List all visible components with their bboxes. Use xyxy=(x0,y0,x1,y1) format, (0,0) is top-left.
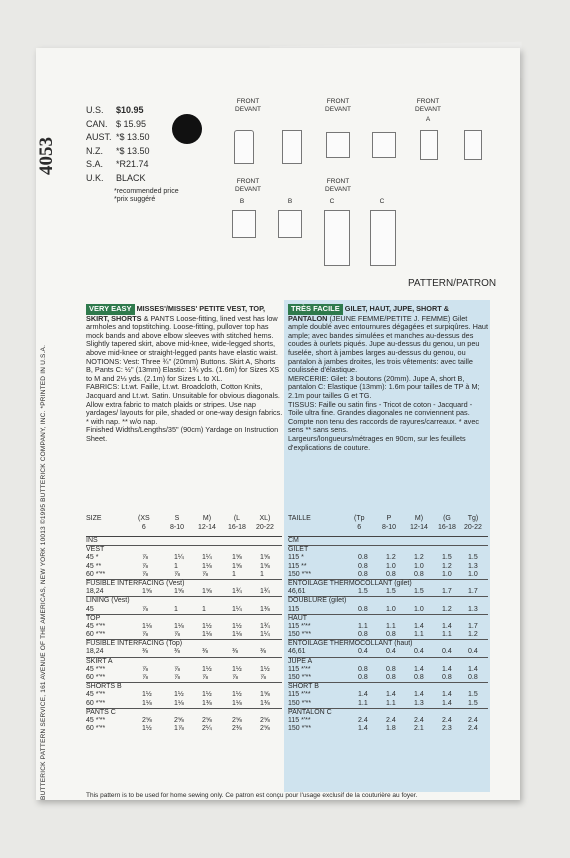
hole-punch xyxy=(172,114,202,144)
cell-value: ⅜ xyxy=(202,648,208,656)
row-label: 45 ** xyxy=(86,562,102,570)
cell-value: 0.8 xyxy=(468,674,478,681)
cell-value: 1.1 xyxy=(442,631,452,639)
price-list xyxy=(86,104,176,185)
cell-value: 1¼ xyxy=(260,631,270,639)
row-label: TOP xyxy=(86,614,101,622)
cell-value: 1.4 xyxy=(442,691,452,699)
cell-value: 1.0 xyxy=(414,562,424,570)
table-row xyxy=(86,682,282,691)
table-row xyxy=(288,614,488,623)
recommended-price-note: *recommended price *prix suggéré xyxy=(114,188,179,203)
cell-value: 1½ xyxy=(232,622,242,630)
cell-value: 1.4 xyxy=(358,725,368,733)
header-size: (Tp 6 xyxy=(354,515,365,531)
table-row xyxy=(288,682,488,691)
yardage-table-french xyxy=(288,514,488,733)
cell-value: ⅞ xyxy=(174,674,180,681)
row-label: SHORTS B xyxy=(86,683,122,691)
table-row xyxy=(288,571,488,579)
row-label: 60 *'** xyxy=(86,699,106,707)
header-size: (L 16-18 xyxy=(228,515,246,531)
cell-value: 1½ xyxy=(260,665,270,673)
table-row xyxy=(288,563,488,571)
row-label: ENTOILAGE THERMOCOLLANT (haut) xyxy=(288,640,413,648)
cell-value: 0.8 xyxy=(358,665,368,673)
cell-value: 1.3 xyxy=(468,605,478,613)
cell-value: 2.4 xyxy=(414,716,424,724)
vest-front-drawing xyxy=(234,130,254,164)
cell-value: 1.5 xyxy=(414,588,424,596)
table-row xyxy=(86,657,282,666)
cell-value: 1⅜ xyxy=(260,699,270,707)
cell-value: ⅞ xyxy=(142,554,148,562)
row-label: 45 xyxy=(86,605,94,613)
cell-value: 2.4 xyxy=(468,716,478,724)
cell-value: 1⅛ xyxy=(174,699,184,707)
row-label: INS xyxy=(86,537,98,544)
row-label: FUSIBLE INTERFACING (Top) xyxy=(86,640,183,648)
cell-value: 1⅛ xyxy=(232,699,242,707)
table-row xyxy=(288,537,488,545)
cell-value: ⅜ xyxy=(174,648,180,656)
cell-value: 1⅛ xyxy=(142,622,152,630)
cell-value: ⅞ xyxy=(202,674,208,681)
yardage-table-english xyxy=(86,514,282,733)
cell-value: 1.0 xyxy=(468,570,478,578)
header-size: XL) 20-22 xyxy=(256,515,274,531)
table-row xyxy=(86,588,282,596)
table-row xyxy=(86,545,282,554)
cell-value: 1⅝ xyxy=(260,562,270,570)
table-row xyxy=(86,596,282,605)
header-size: Tg) 20-22 xyxy=(464,515,482,531)
cell-value: ⅞ xyxy=(142,674,148,681)
cell-value: ⅜ xyxy=(232,648,238,656)
cell-value: 0.4 xyxy=(358,648,368,656)
cell-value: 0.8 xyxy=(386,631,396,639)
header-size: (G 16-18 xyxy=(438,515,456,531)
cell-value: 1⅝ xyxy=(142,588,152,596)
cell-value: 1.5 xyxy=(442,554,452,562)
row-label: 150 *'** xyxy=(288,725,312,733)
cell-value: 1.0 xyxy=(414,605,424,613)
cell-value: 1⅝ xyxy=(232,554,242,562)
cell-value: 1.2 xyxy=(442,605,452,613)
table-row xyxy=(288,631,488,639)
price-value: $ 15.95 xyxy=(116,118,147,129)
price-country: S.A. xyxy=(86,159,104,169)
difficulty-badge: VERY EASY xyxy=(86,304,135,315)
cell-value: 1⅛ xyxy=(174,622,184,630)
cell-value: 2⅝ xyxy=(142,716,152,724)
cell-value: 1.3 xyxy=(414,699,424,707)
cell-value: 1.4 xyxy=(442,622,452,630)
cell-value: ⅞ xyxy=(142,562,148,570)
table-row xyxy=(86,674,282,682)
cell-value: ⅞ xyxy=(260,674,266,681)
table-row xyxy=(288,588,488,596)
cell-value: 0.4 xyxy=(468,648,478,656)
cell-value: 0.4 xyxy=(414,648,424,656)
cell-value: 1.4 xyxy=(442,699,452,707)
cell-value: 1.1 xyxy=(358,699,368,707)
cell-value: 0.8 xyxy=(358,562,368,570)
cell-value: 1½ xyxy=(232,691,242,699)
row-label: 150 *'** xyxy=(288,570,312,578)
row-label: LINING (Vest) xyxy=(86,597,130,605)
cell-value: 1.4 xyxy=(468,665,478,673)
table-row xyxy=(288,596,488,605)
cell-value: 2.4 xyxy=(386,716,396,724)
cell-value: 1.2 xyxy=(442,562,452,570)
shorts-front-drawing xyxy=(232,210,256,238)
cell-value: 1.4 xyxy=(414,665,424,673)
price-row xyxy=(86,104,176,118)
cell-value: 1.7 xyxy=(442,588,452,596)
cell-value: ⅞ xyxy=(174,665,180,673)
row-label: 45 *'** xyxy=(86,665,106,673)
cell-value: 1¾ xyxy=(260,588,270,596)
cell-value: 2⅝ xyxy=(260,716,270,724)
table-row xyxy=(288,639,488,648)
table-row xyxy=(86,639,282,648)
row-label: ENTOILAGE THERMOCOLLANT (gilet) xyxy=(288,579,412,587)
cell-value: 1.0 xyxy=(442,570,452,578)
cell-value: ⅜ xyxy=(142,648,148,656)
table-row xyxy=(288,717,488,725)
cell-value: 1.7 xyxy=(468,622,478,630)
table-row xyxy=(288,623,488,631)
cell-value: 0.4 xyxy=(386,648,396,656)
view-letter: B xyxy=(287,198,293,205)
header-size: M) 12-14 xyxy=(410,515,428,531)
table-row xyxy=(288,666,488,674)
cell-value: 0.8 xyxy=(386,665,396,673)
cell-value: 2⅝ xyxy=(232,716,242,724)
price-country: U.K. xyxy=(86,172,104,183)
price-row xyxy=(86,145,176,159)
table-row xyxy=(86,606,282,614)
row-label: HAUT xyxy=(288,614,308,622)
french-description: TRÈS FACILE GILET, HAUT, JUPE, SHORT & PANTALON (JEUNE FEMME/PETITE J. FEMME) Gilet ample doublé avec entournures dégagées et surpiqûres. Haut ample; avec bandes simulées et manches au-dessus des coudes à ourlets piqués. Jupe au-dessus du genou, un peu fuselée, short à jambes larges au-dessus du genou, ou pantalon à jambes droites, les trois vêtements: avec taille coulissée d'élastique. MERCERIE: Gilet: 3 boutons (20mm). Jupe A, short B, pantalon C: Elastique (13mm): 1.6m pour tailles de TP à M; 2.1m pour tailles G et TG. TISSUS: Faille ou satin fins - Tricot de coton - Jacquard - Toile ultra fine. Grandes diagonales ne conviennent pas. Compte non tenu des raccords de rayures/carreaux. * avec sens ** sans sens. Largeurs/longueurs/métrages en 90cm, sur les feuillets d'explications de couture. xyxy=(288,304,488,452)
row-label: 60 *'** xyxy=(86,631,106,639)
row-label: PANTALON C xyxy=(288,708,332,716)
row-label: CM xyxy=(288,537,299,544)
price-value: *R21.74 xyxy=(116,159,149,169)
cell-value: 1½ xyxy=(202,622,212,630)
cell-value: 2.4 xyxy=(442,716,452,724)
row-label: SHORT B xyxy=(288,683,319,691)
table-row xyxy=(86,691,282,699)
header-label: TAILLE xyxy=(288,515,311,522)
price-country: AUST. xyxy=(86,132,112,142)
cell-value: 1¼ xyxy=(202,554,212,562)
cell-value: 1⅜ xyxy=(202,699,212,707)
cell-value: 1⅛ xyxy=(202,631,212,639)
cell-value: 0.8 xyxy=(358,554,368,562)
cell-value: 1.4 xyxy=(358,691,368,699)
cell-value: 0.8 xyxy=(386,674,396,681)
cell-value: 1¾ xyxy=(260,622,270,630)
row-label: 45 *'** xyxy=(86,622,106,630)
skirt-back-drawing xyxy=(464,130,482,160)
cell-value: 1⅛ xyxy=(142,699,152,707)
cell-value: 0.4 xyxy=(442,648,452,656)
cell-value: 1.1 xyxy=(386,622,396,630)
row-label: 150 *'** xyxy=(288,699,312,707)
cell-value: ⅞ xyxy=(174,631,180,639)
cell-value: 1.5 xyxy=(468,699,478,707)
table-row xyxy=(86,554,282,562)
row-label: 60 *'** xyxy=(86,725,106,733)
cell-value: 1.2 xyxy=(386,554,396,562)
cell-value: ⅞ xyxy=(232,674,238,681)
cell-value: 1⅝ xyxy=(174,588,184,596)
row-label: 115 *'** xyxy=(288,716,311,724)
row-label: 115 xyxy=(288,605,300,613)
pattern-patron-label: PATTERN/PATRON xyxy=(408,278,497,289)
price-value: BLACK xyxy=(116,172,146,183)
cell-value: 0.8 xyxy=(358,605,368,613)
view-letter: C xyxy=(329,198,335,205)
cell-value: 1⅜ xyxy=(260,605,270,613)
view-label: FRONT DEVANT xyxy=(235,98,261,113)
cell-value: ⅞ xyxy=(142,605,148,613)
table-row xyxy=(288,657,488,666)
row-label: 46,61 xyxy=(288,588,306,596)
row-label: 115 *'** xyxy=(288,665,311,673)
cell-value: 2.1 xyxy=(414,725,424,733)
cell-value: ⅞ xyxy=(202,570,208,578)
cell-value: ⅞ xyxy=(142,570,148,578)
row-label: FUSIBLE INTERFACING (Vest) xyxy=(86,579,185,587)
row-label: 45 *'** xyxy=(86,691,106,699)
row-label: 115 ** xyxy=(288,562,307,570)
view-label: FRONT DEVANT xyxy=(325,98,351,113)
row-label: 45 * xyxy=(86,554,99,562)
shorts-back-drawing xyxy=(278,210,302,238)
table-row xyxy=(86,571,282,579)
cell-value: 1.1 xyxy=(386,699,396,707)
cell-value: 1¾ xyxy=(232,588,242,596)
cell-value: 1.8 xyxy=(386,725,396,733)
table-row xyxy=(86,708,282,717)
cell-value: ⅞ xyxy=(142,665,148,673)
cell-value: 2⅝ xyxy=(202,716,212,724)
row-label: 45 *'** xyxy=(86,716,106,724)
row-label: 150 *'** xyxy=(288,674,312,681)
view-letter: B xyxy=(239,198,245,205)
price-country: U.S. xyxy=(86,105,104,115)
cell-value: 1.0 xyxy=(386,605,396,613)
cell-value: 1.4 xyxy=(386,691,396,699)
cell-value: 0.8 xyxy=(358,570,368,578)
cell-value: 1 xyxy=(232,570,236,578)
row-label: 18,24 xyxy=(86,648,104,656)
row-label: PANTS C xyxy=(86,708,116,716)
vest-back-drawing xyxy=(282,130,302,164)
table-row xyxy=(288,674,488,682)
cell-value: 1.3 xyxy=(468,562,478,570)
table-row xyxy=(86,666,282,674)
cell-value: 1.5 xyxy=(386,588,396,596)
cell-value: 1 xyxy=(202,605,206,613)
cell-value: 1⅝ xyxy=(232,562,242,570)
cell-value: 2⅜ xyxy=(232,725,242,733)
table-row xyxy=(288,700,488,708)
cell-value: ⅞ xyxy=(142,631,148,639)
cell-value: 1½ xyxy=(202,691,212,699)
cell-value: 1⅝ xyxy=(260,691,270,699)
cell-value: 1.2 xyxy=(414,554,424,562)
row-label: 115 * xyxy=(288,554,304,562)
table-row xyxy=(86,700,282,708)
price-value: *$ 13.50 xyxy=(116,145,150,156)
header-size: P 8-10 xyxy=(382,515,397,531)
table-row xyxy=(288,648,488,656)
table-row xyxy=(288,554,488,562)
price-row xyxy=(86,172,176,186)
cell-value: 1.0 xyxy=(386,562,396,570)
table-row xyxy=(86,725,282,733)
price-row xyxy=(86,131,176,145)
cell-value: 2.4 xyxy=(468,725,478,733)
cell-value: 1¼ xyxy=(232,605,242,613)
row-label: 150 *'** xyxy=(288,631,312,639)
price-country: CAN. xyxy=(86,118,108,129)
table-row xyxy=(86,579,282,588)
row-label: VEST xyxy=(86,546,105,554)
row-label: 18,24 xyxy=(86,588,104,596)
row-label: JUPE A xyxy=(288,657,313,665)
row-label: 60 *'** xyxy=(86,674,106,681)
cell-value: ⅜ xyxy=(260,648,266,656)
cell-value: 1⅛ xyxy=(202,562,212,570)
row-label: 46,61 xyxy=(288,648,306,656)
price-row xyxy=(86,158,176,172)
cell-value: 1.5 xyxy=(358,588,368,596)
row-label: 115 *'** xyxy=(288,691,311,699)
cell-value: 1.4 xyxy=(442,665,452,673)
cell-value: 1.5 xyxy=(468,691,478,699)
table-row xyxy=(86,717,282,725)
cell-value: 2⅝ xyxy=(260,725,270,733)
skirt-front-drawing xyxy=(420,130,438,160)
cell-value: 1⅝ xyxy=(202,588,212,596)
table-row xyxy=(288,606,488,614)
table-row xyxy=(86,614,282,623)
cell-value: 2¼ xyxy=(202,725,212,733)
cell-value: 1⅛ xyxy=(232,631,242,639)
difficulty-badge: TRÈS FACILE xyxy=(288,304,343,315)
cell-value: 1¼ xyxy=(174,554,184,562)
price-value: *$ 13.50 xyxy=(116,132,150,142)
table-row xyxy=(288,708,488,717)
cell-value: 1⅝ xyxy=(260,554,270,562)
top-back-drawing xyxy=(372,132,396,158)
cell-value: 2.3 xyxy=(442,725,452,733)
view-label: FRONT DEVANT xyxy=(415,98,441,113)
header-size: M) 12-14 xyxy=(198,515,216,531)
row-label: DOUBLURE (gilet) xyxy=(288,597,347,605)
cell-value: 1.4 xyxy=(414,622,424,630)
cell-value: 1.5 xyxy=(468,554,478,562)
header-label: SIZE xyxy=(86,515,102,522)
top-front-drawing xyxy=(326,132,350,158)
price-value: $10.95 xyxy=(116,105,144,115)
cell-value: 1½ xyxy=(142,691,152,699)
table-row xyxy=(288,725,488,733)
cell-value: 1 xyxy=(260,570,264,578)
cell-value: 1½ xyxy=(202,665,212,673)
cell-value: 1.1 xyxy=(414,631,424,639)
table-row xyxy=(288,579,488,588)
cell-value: ⅞ xyxy=(174,570,180,578)
table-row xyxy=(86,631,282,639)
pants-back-drawing xyxy=(370,210,396,266)
header-size: S 8-10 xyxy=(170,515,185,531)
cell-value: 1.4 xyxy=(414,691,424,699)
row-label: SKIRT A xyxy=(86,657,113,665)
cell-value: 2⅝ xyxy=(174,716,184,724)
table-header xyxy=(288,514,488,537)
view-label: FRONT DEVANT xyxy=(325,178,351,193)
cell-value: 0.8 xyxy=(414,674,424,681)
row-label: 60 *'** xyxy=(86,570,106,578)
cell-value: 1.7 xyxy=(468,588,478,596)
cell-value: 1½ xyxy=(142,725,152,733)
cell-value: 0.8 xyxy=(358,631,368,639)
view-label: FRONT DEVANT xyxy=(235,178,261,193)
table-row xyxy=(288,691,488,699)
cell-value: 1 xyxy=(174,562,178,570)
table-row xyxy=(86,563,282,571)
pattern-number: 4053 xyxy=(36,137,57,175)
view-letter: A xyxy=(425,116,431,123)
price-country: N.Z. xyxy=(86,145,103,156)
table-row xyxy=(86,648,282,656)
cell-value: 1½ xyxy=(174,691,184,699)
cell-value: 2.4 xyxy=(358,716,368,724)
publisher-address: BUTTERICK PATTERN SERVICE, 161 AVENUE OF THE AMERICAS, NEW YORK 10013 ©1995 BUTTERICK COMPANY, INC. *PRINTED IN U.S.A. xyxy=(40,344,47,800)
row-label: GILET xyxy=(288,546,309,554)
price-row xyxy=(86,118,176,132)
cell-value: 0.8 xyxy=(386,570,396,578)
table-row xyxy=(288,545,488,554)
table-row xyxy=(86,623,282,631)
english-description: VERY EASY MISSES'/MISSES' PETITE VEST, TOP, SKIRT, SHORTS & PANTS Loose-fitting, lined vest has low armholes and topstitching. Loose-fitting, pullover top has mock bands and above elbow sleeves with stitched hems. Slightly tapered skirt, above mid-knee, wide-legged shorts, above mid-knee or straight-legged pants have elastic waist. NOTIONS: Vest: Three ¾" (20mm) Buttons. Skirt A, Shorts B, Pants C: ½" (13mm) Elastic: 1¾ yds. (1.6m) for Sizes XS to M and 2⅓ yds. (2.1m) for Sizes L to XL. FABRICS: Lt.wt. Faille, Lt.wt. Broadcloth, Cotton Knits, Jacquard and Lt.wt. Satin. Unsuitable for obvious diagonals. Allow extra fabric to match plaids or stripes. Use nap yardages/ layouts for pile, shaded or one-way design fabrics. * with nap. ** w/o nap. Finished Widths/Lengths/35" (90cm) Yardage on Instruction Sheet. xyxy=(86,304,283,443)
header-size: (XS 6 xyxy=(138,515,150,531)
pants-front-drawing xyxy=(324,210,350,266)
cell-value: 1½ xyxy=(232,665,242,673)
cell-value: 0.8 xyxy=(442,674,452,681)
row-label: 115 *'** xyxy=(288,622,311,630)
cell-value: 0.8 xyxy=(358,674,368,681)
table-row xyxy=(86,537,282,545)
table-header xyxy=(86,514,282,537)
cell-value: 1.1 xyxy=(358,622,368,630)
view-letter: C xyxy=(379,198,385,205)
footer-note: This pattern is to be used for home sewing only. Ce patron est conçu pour l'usage exclusif de la couturière au foyer. xyxy=(86,792,418,799)
cell-value: 1 xyxy=(174,605,178,613)
cell-value: 0.8 xyxy=(414,570,424,578)
cell-value: 1.2 xyxy=(468,631,478,639)
cell-value: 1⅞ xyxy=(174,725,184,733)
